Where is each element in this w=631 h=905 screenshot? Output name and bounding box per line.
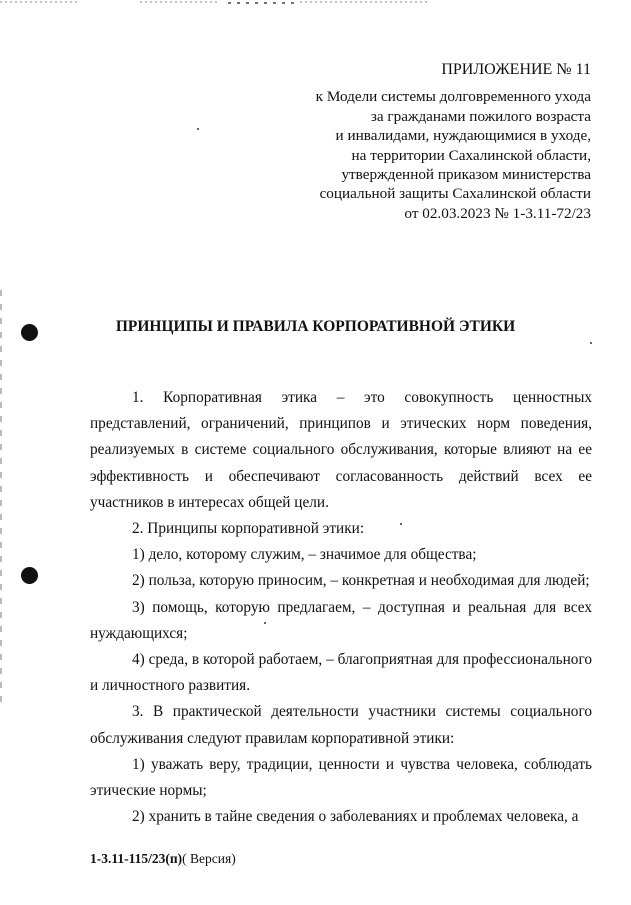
header-line: и инвалидами, нуждающимися в уходе, bbox=[335, 127, 591, 145]
scan-speck bbox=[197, 128, 199, 130]
header-line: утвержденной приказом министерства bbox=[341, 166, 591, 184]
paragraph-definition: 1. Корпоративная этика – это совокупность ценностных представлений, ограничений, принципов и этических норм поведения, реализуемых в системе социального обслуживания, которые влияют на ее эффективность и обеспечивают согласованность действий всех ее участников в интересах общей цели. bbox=[90, 389, 592, 511]
document-version: ( Версия) bbox=[182, 851, 236, 866]
principle-item: 2) польза, которую приносим, – конкретная и необходимая для людей; bbox=[132, 572, 590, 590]
scan-artifact-top bbox=[0, 0, 631, 10]
principle-item: 1) дело, которому служим, – значимое для общества; bbox=[132, 546, 477, 564]
header-line: за гражданами пожилого возраста bbox=[370, 107, 591, 125]
header-line: к Модели системы долговременного ухода bbox=[315, 88, 591, 106]
document-code: 1-3.11-115/23(п) bbox=[90, 851, 183, 866]
binder-hole-bottom bbox=[21, 567, 38, 584]
paragraph-rules-heading: 3. В практической деятельности участники системы социального обслуживания следуют правилам корпоративной этики: bbox=[90, 703, 592, 747]
header-line: от 02.03.2023 № 1-3.11-72/23 bbox=[404, 204, 591, 222]
rule-item: 1) уважать веру, традиции, ценности и чувства человека, соблюдать этические нормы; bbox=[90, 755, 592, 800]
document-title: ПРИНЦИПЫ И ПРАВИЛА КОРПОРАТИВНОЙ ЭТИКИ bbox=[115, 318, 516, 335]
rule-item: 2) хранить в тайне сведения о заболеваниях и проблемах человека, а bbox=[132, 808, 579, 826]
header-line: социальной защиты Сахалинской области bbox=[319, 185, 591, 203]
principle-item: 4) среда, в которой работаем, – благоприятная для профессионального и личностного развития. bbox=[90, 651, 592, 695]
scan-speck bbox=[590, 342, 592, 344]
scan-edge-artifact bbox=[0, 290, 2, 710]
header-line: на территории Сахалинской области, bbox=[351, 146, 591, 164]
approval-header bbox=[316, 60, 591, 223]
appendix-number: ПРИЛОЖЕНИЕ № 11 bbox=[441, 61, 591, 78]
paragraph-principles-heading: 2. Принципы корпоративной этики: bbox=[132, 520, 365, 538]
principle-item: 3) помощь, которую предлагаем, – доступная и реальная для всех нуждающихся; bbox=[90, 598, 592, 642]
document-body bbox=[90, 385, 592, 830]
document-footer bbox=[90, 851, 236, 867]
